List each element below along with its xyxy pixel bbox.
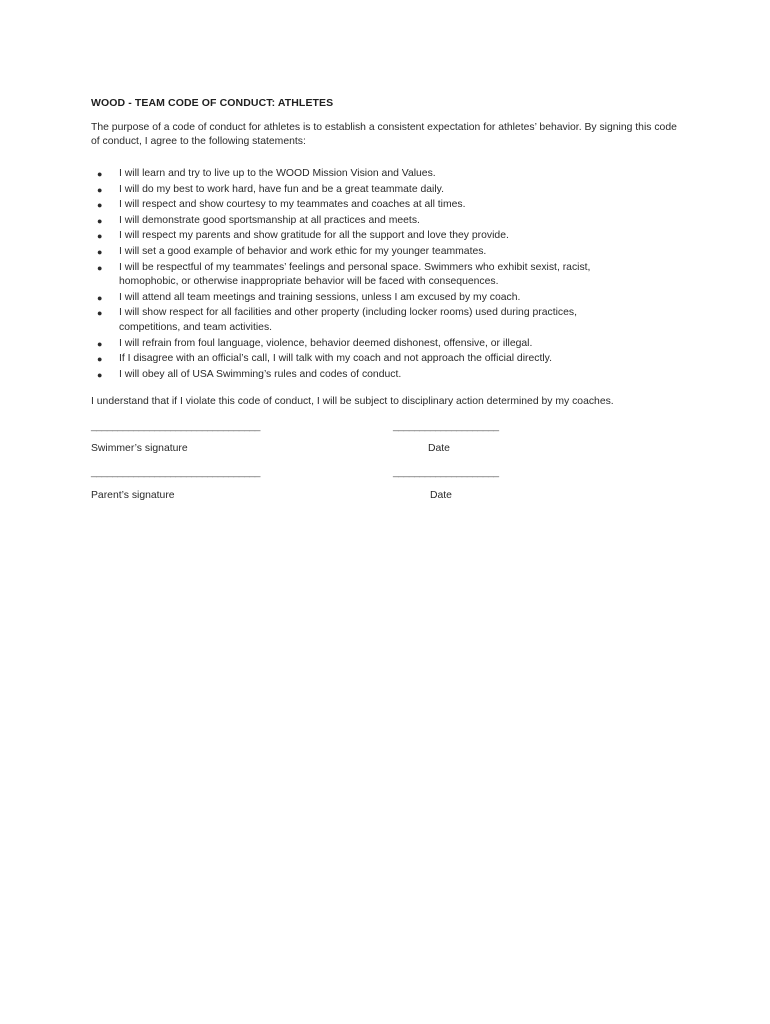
bullet-icon: ● <box>97 338 103 349</box>
parent-date-line[interactable]: ____________________ <box>393 467 499 478</box>
bullet-icon: ● <box>97 184 103 195</box>
bullet-icon: ● <box>97 215 103 226</box>
rule-text: I will show respect for all facilities and other property (including locker rooms) used during practices, competitions, and team activities. <box>119 307 577 333</box>
bullet-icon: ● <box>97 262 103 273</box>
list-item <box>91 167 691 182</box>
bullet-icon: ● <box>97 246 103 257</box>
list-item <box>91 183 691 198</box>
list-item <box>91 291 691 306</box>
swimmer-date-label: Date <box>428 443 450 454</box>
parent-signature-label: Parent’s signature <box>91 490 175 501</box>
list-item <box>91 229 691 244</box>
rule-text: I will set a good example of behavior and work ethic for my younger teammates. <box>119 245 487 257</box>
list-item <box>91 214 691 229</box>
rule-text: I will demonstrate good sportsmanship at all practices and meets. <box>119 214 420 226</box>
bullet-icon: ● <box>97 231 103 242</box>
rule-text: I will be respectful of my teammates’ feelings and personal space. Swimmers who exhibit sexist, racist, homophobic, or otherwise inappropriate behavior will be faced with consequences. <box>119 261 591 288</box>
bullet-icon: ● <box>97 169 103 179</box>
list-item <box>91 245 691 260</box>
bullet-icon: ● <box>97 292 103 303</box>
rule-text: I will respect my parents and show gratitude for all the support and love they provide. <box>119 230 509 242</box>
bullet-icon: ● <box>97 200 103 211</box>
parent-date-label: Date <box>430 490 452 501</box>
rule-text: If I disagree with an official’s call, I will talk with my coach and not approach the official directly. <box>119 353 552 365</box>
swimmer-signature-label: Swimmer’s signature <box>91 443 188 454</box>
rule-text: I will learn and try to live up to the WOOD Mission Vision and Values. <box>119 168 436 179</box>
list-item <box>91 261 691 290</box>
rule-text: I will refrain from foul language, violence, behavior deemed dishonest, offensive, or illegal. <box>119 337 533 349</box>
rule-text: I will do my best to work hard, have fun and be a great teammate daily. <box>119 183 444 195</box>
rule-text: I will respect and show courtesy to my teammates and coaches at all times. <box>119 199 466 211</box>
bullet-icon: ● <box>97 354 103 365</box>
list-item <box>91 337 691 352</box>
parent-signature-line[interactable]: ________________________________ <box>91 467 260 478</box>
list-item <box>91 306 691 335</box>
conduct-rules-list <box>91 167 691 383</box>
swimmer-date-line[interactable]: ____________________ <box>393 421 499 432</box>
swimmer-signature-line[interactable]: ________________________________ <box>91 421 260 432</box>
intro-paragraph: The purpose of a code of conduct for athletes is to establish a consistent expectation for athletes’ behavior. By signing this code of conduct, I agree to the following statements: <box>91 122 677 147</box>
list-item <box>91 368 691 383</box>
document-title: WOOD - TEAM CODE OF CONDUCT: ATHLETES <box>91 97 334 109</box>
rule-text: I will attend all team meetings and training sessions, unless I am excused by my coach. <box>119 291 521 303</box>
list-item <box>91 352 691 367</box>
list-item <box>91 198 691 213</box>
closing-statement: I understand that if I violate this code of conduct, I will be subject to disciplinary action determined by my coaches. <box>91 396 614 407</box>
bullet-icon: ● <box>97 369 103 380</box>
rule-text: I will obey all of USA Swimming’s rules and codes of conduct. <box>119 368 402 380</box>
bullet-icon: ● <box>97 308 103 319</box>
